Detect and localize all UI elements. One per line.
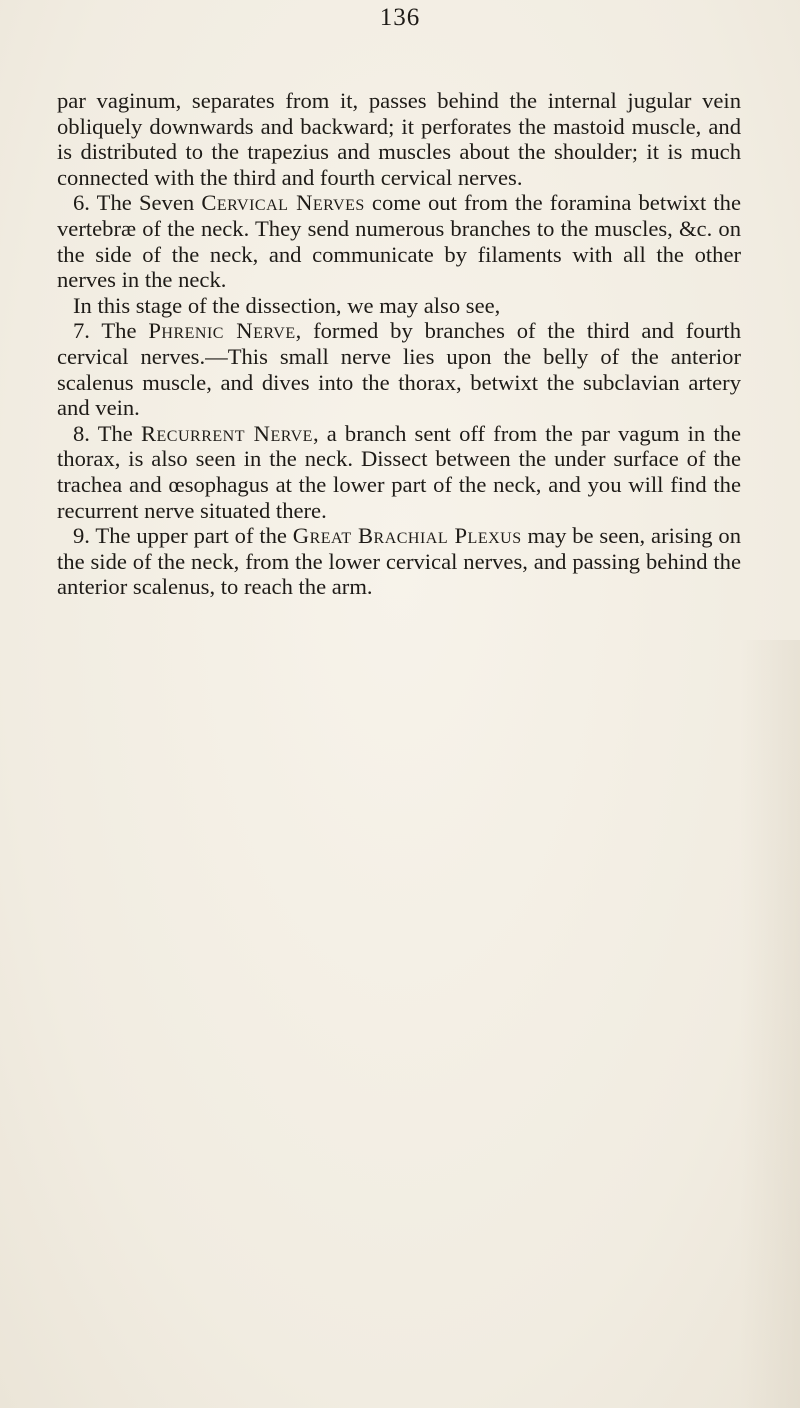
- paragraph-text: 6. The Seven: [73, 190, 202, 216]
- paragraph-text: 9. The upper part of the: [73, 523, 293, 549]
- paragraph-text: may be seen, arising on the side of the neck, from the lower cervical nerves, and passing behind the anterior scalenus, to reach the arm.: [57, 523, 741, 600]
- paragraph-text: 8. The: [73, 420, 141, 446]
- page-number: 136: [379, 4, 421, 31]
- paragraph-text: In this stage of the dissection, we may also see,: [73, 292, 501, 318]
- heading-recurrent-nerve: Recurrent Nerve: [140, 420, 313, 446]
- paragraph-text: 7. The: [73, 318, 149, 344]
- paragraph-brachial-plexus: [57, 523, 741, 600]
- page-edge-stain: [740, 640, 800, 1408]
- paragraph-text: , a branch sent off from the par vagum in the thorax, is also seen in the neck. Dissect between the under surface of the trachea and œsophagus at the lower part of the neck, and you will find the recurrent nerve situated there.: [57, 420, 741, 523]
- paragraph-recurrent-nerve: [57, 421, 741, 523]
- paragraph-phrenic-nerve: [57, 318, 741, 420]
- paragraph-cervical-nerves: [57, 190, 741, 292]
- paragraph-text: par vaginum, separates from it, passes behind the internal jugular vein obliquely downwards and backward; it perforates the mastoid muscle, and is distributed to the trapezius and muscles about the shoulder; it is much connected with the third and fourth cervical nerves.: [57, 88, 741, 190]
- paragraph-text: , formed by branches of the third and fourth cervical nerves.—This small nerve lies upon the belly of the anterior scalenus muscle, and dives into the thorax, betwixt the subclavian artery and vein.: [57, 318, 741, 421]
- heading-cervical-nerves: Cervical Nerves: [201, 190, 365, 216]
- paragraph-text: come out from the foramina betwixt the vertebræ of the neck. They send numerous branches to the muscles, &c. on the side of the neck, and communicate by filaments with all the other nerves in the neck.: [57, 190, 742, 293]
- paragraph-accessory-nerve-continuation: [57, 88, 741, 190]
- body-text: [57, 88, 741, 600]
- heading-brachial-plexus: Great Brachial Plexus: [292, 523, 522, 549]
- paragraph-dissection-stage: [57, 293, 741, 319]
- heading-phrenic-nerve: Phrenic Nerve: [148, 318, 296, 344]
